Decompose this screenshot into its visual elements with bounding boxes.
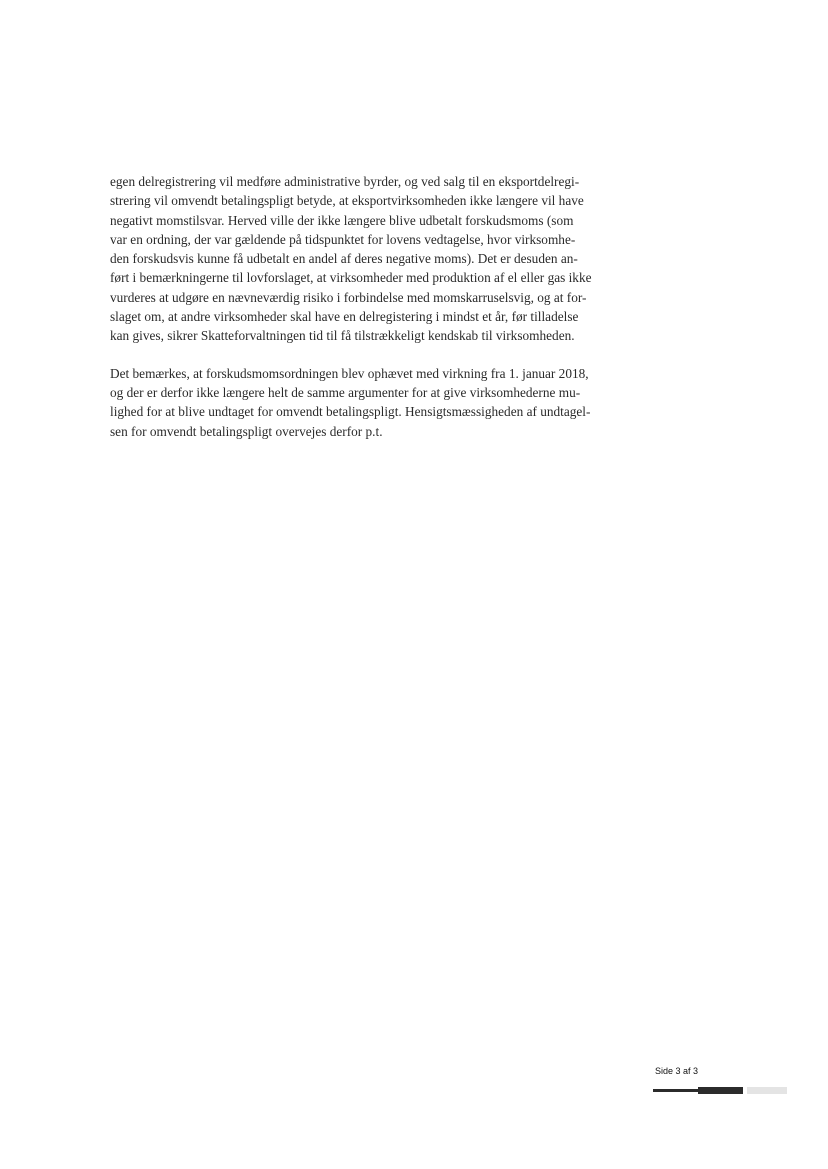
text-line: lighed for at blive undtaget for omvendt betalingspligt. Hensigtsmæssigheden af undtagel- — [110, 404, 591, 420]
paragraph-2 — [110, 364, 630, 441]
text-line: kan gives, sikrer Skatteforvaltningen tid til få tilstrækkeligt kendskab til virksomheden. — [110, 328, 575, 344]
text-line: og der er derfor ikke længere helt de samme argumenter for at give virksomhederne mu- — [110, 384, 581, 400]
paragraph-1 — [110, 172, 630, 346]
page-number-label: Side 3 af 3 — [655, 1066, 699, 1076]
document-body — [110, 172, 630, 459]
text-line: sen for omvendt betalingspligt overvejes derfor p.t. — [110, 423, 383, 439]
page-progress-bar — [653, 1087, 787, 1094]
text-line: egen delregistrering vil medføre administrative byrder, og ved salg til en eksportdelregi- — [110, 174, 580, 189]
page-progress-thin — [653, 1089, 698, 1092]
page-progress-fill — [698, 1087, 743, 1094]
text-line: vurderes at udgøre en nævneværdig risiko i forbindelse med momskarruselsvig, og at for- — [110, 289, 587, 305]
text-line: slaget om, at andre virksomheder skal have en delregistering i mindst et år, før tilladelse — [110, 309, 579, 325]
text-line: den forskudsvis kunne få udbetalt en andel af deres negative moms). Det er desuden an- — [110, 251, 578, 267]
page-progress-track-rest — [747, 1087, 787, 1094]
text-line: strering vil omvendt betalingspligt betyde, at eksportvirksomheden ikke længere vil have — [110, 193, 584, 209]
text-line: var en ordning, der var gældende på tidspunktet for lovens vedtagelse, hvor virksomhe- — [110, 231, 576, 247]
text-line: negativt momstilsvar. Herved ville der ikke længere blive udbetalt forskudsmoms (som — [110, 212, 574, 228]
text-line: ført i bemærkningerne til lovforslaget, at virksomheder med produktion af el eller gas ikke — [110, 270, 592, 286]
text-line: Det bemærkes, at forskudsmomsordningen blev ophævet med virkning fra 1. januar 2018, — [110, 365, 589, 381]
